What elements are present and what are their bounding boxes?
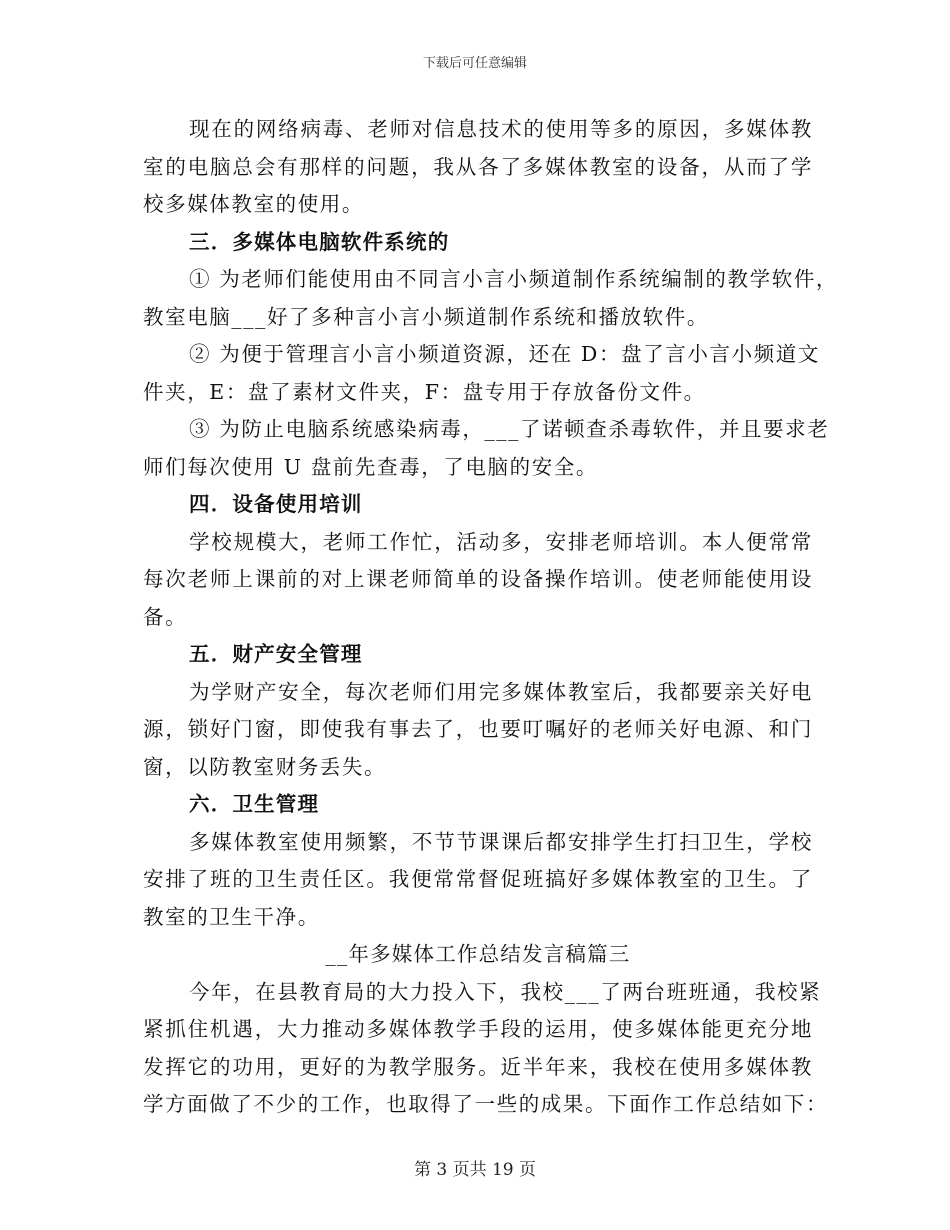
paragraph-line: 每次老师上课前的对上课老师简单的设备操作培训。使老师能使用设 [143,567,813,591]
paragraph-line: ② 为便于管理言小言小频道资源，还在 D：盘了言小言小频道文 [189,342,820,366]
paragraph-line: 多媒体教室使用频繁，不节节课课后都安排学生打扫卫生，学校 [189,829,813,854]
paragraph-line: 窗，以防教室财务丢失。 [143,754,387,779]
paragraph-line: 备。 [143,604,188,629]
page-footer: 第 3 页共 19 页 [413,1160,537,1180]
section-heading: 四．设备使用培训 [189,492,363,516]
paragraph-line: 紧抓住机遇，大力推动多媒体教学手段的运用，使多媒体能更充分地 [143,1017,813,1041]
paragraph-line: 现在的网络病毒、老师对信息技术的使用等多的原因，多媒体教 [189,117,813,141]
article-title: __年多媒体工作总结发言稿篇三 [325,942,631,966]
paragraph-line: 教室的卫生干净。 [143,904,320,929]
section-heading: 五．财产安全管理 [189,642,363,666]
document-body [143,111,839,1124]
section-heading: 三．多媒体电脑软件系统的 [189,229,450,254]
page-header: 下载后可任意编辑 [422,56,527,71]
paragraph-line: 学方面做了不少的工作，也取得了一些的成果。下面作工作总结如下： [143,1092,829,1116]
paragraph-line: 安排了班的卫生责任区。我便常常督促班搞好多媒体教室的卫生。了 [143,867,813,891]
paragraph-line: 教室电脑___好了多种言小言小频道制作系统和播放软件。 [143,304,709,329]
paragraph-line: 校多媒体教室的使用。 [143,192,364,216]
paragraph-line: 室的电脑总会有那样的问题，我从各了多媒体教室的设备，从而了学 [143,154,813,179]
section-heading: 六．卫生管理 [189,792,320,816]
paragraph-line: 源，锁好门窗，即使我有事去了，也要叮嘱好的老师关好电源、和门 [143,717,813,741]
paragraph-line: 发挥它的功用，更好的为教学服务。近半年来，我校在使用多媒体教 [143,1054,813,1079]
paragraph-line: 师们每次使用 U 盘前先查毒，了电脑的安全。 [143,454,599,479]
paragraph-line: 件夹，E：盘了素材文件夹，F：盘专用于存放备份文件。 [143,379,706,404]
paragraph-line: 今年，在县教育局的大力投入下，我校___了两台班班通，我校紧 [189,979,822,1004]
paragraph-line: ③ 为防止电脑系统感染病毒，___了诺顿查杀毒软件，并且要求老 [189,417,830,441]
paragraph-line: ① 为老师们能使用由不同言小言小频道制作系统编制的教学软件， [189,267,839,291]
paragraph-line: 学校规模大，老师工作忙，活动多，安排老师培训。本人便常常 [189,529,813,554]
paragraph-line: 为学财产安全，每次老师们用完多媒体教室后，我都要亲关好电 [189,679,813,704]
